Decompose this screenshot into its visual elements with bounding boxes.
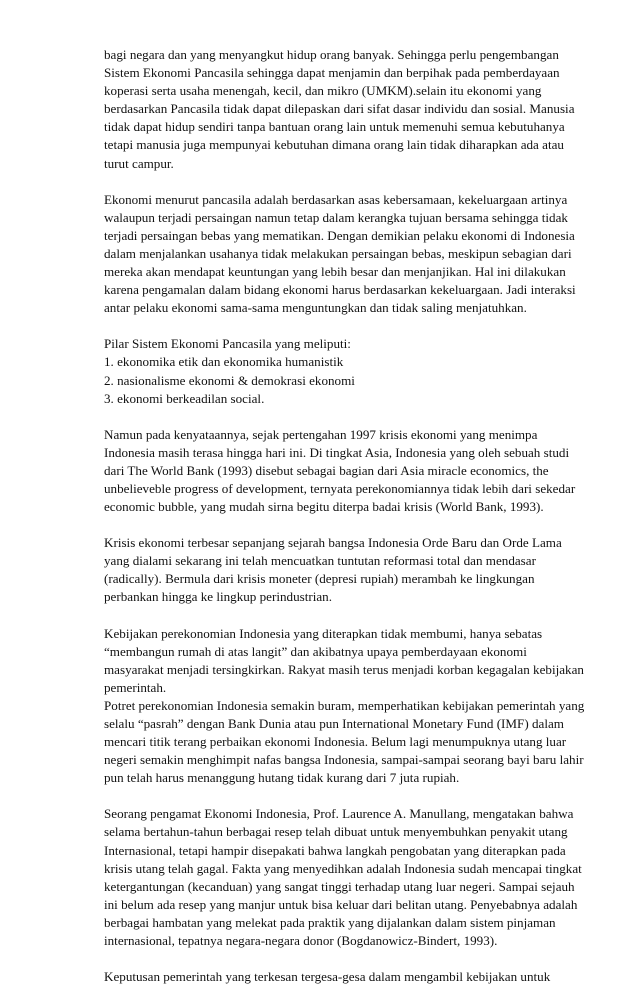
text-line: perbankan hingga ke lingkup perindustrian. <box>104 589 332 605</box>
text-line: turut campur. <box>104 155 174 171</box>
paragraph <box>104 426 576 516</box>
text-line: mereka akan mendapat keuntungan yang lebih besar dan menjanjikan. Hal ini dilakukan <box>104 264 566 280</box>
text-line: walaupun terjadi persaingan namun tetap dalam kerangka tujuan bersama sehingga tidak <box>104 209 568 225</box>
text-line: krisis utang telah gagal. Fakta yang menyedihkan adalah Indonesia sudah mencapai tingkat <box>104 860 582 876</box>
text-line: 1. ekonomika etik dan ekonomika humanistik <box>104 354 344 370</box>
text-line: economic bubble, yang mudah sirna begitu diterpa badai krisis (World Bank, 1993). <box>104 499 544 515</box>
text-line: ketergantungan (kecanduan) yang sangat tinggi terhadap utang luar negeri. Sampai sejauh <box>104 878 575 894</box>
paragraph <box>104 968 564 986</box>
text-line: Namun pada kenyataannya, sejak pertengahan 1997 krisis ekonomi yang menimpa <box>104 426 538 442</box>
text-line: Ekonomi menurut pancasila adalah berdasarkan asas kebersamaan, kekeluargaan artinya <box>104 191 568 207</box>
text-line: yang dialami sekarang ini telah mencuatkan tuntutan reformasi total dan mendasar <box>104 553 536 569</box>
text-line: Potret perekonomian Indonesia semakin buram, memperhatikan kebijakan pemerintah yang <box>104 697 585 713</box>
text-line: berbagai hambatan yang melekat pada praktik yang dijalankan dalam sistem pinjaman <box>104 914 556 930</box>
text-line: terjadi persaingan bebas yang mematikan. Dengan demikian pelaku ekonomi di Indonesia <box>104 227 575 243</box>
paragraph <box>104 697 585 787</box>
document-body <box>104 46 585 1004</box>
text-line: antar pelaku ekonomi sama-sama menguntungkan dan tidak saling menjatuhkan. <box>104 300 527 316</box>
text-line: mencari titik terang perbaikan ekonomi Indonesia. Belum lagi menumpuknya utang luar <box>104 734 567 750</box>
text-line: tidak dapat hidup sendiri tanpa bantuan orang lain untuk memenuhi semua kebutuhanya <box>104 119 565 135</box>
text-line: koperasi serta usaha menengah, kecil, dan mikro (UMKM).selain itu ekonomi yang <box>104 83 542 99</box>
text-line: masyarakat menjadi tersingkirkan. Rakyat masih terus menjadi korban kegagalan kebijakan <box>104 661 584 677</box>
text-line: Pilar Sistem Ekonomi Pancasila yang meliputi: <box>104 336 351 352</box>
paragraph <box>104 625 584 697</box>
text-line: (radically). Bermula dari krisis moneter (depresi rupiah) merambah ke lingkungan <box>104 571 535 587</box>
text-line: Sistem Ekonomi Pancasila sehingga dapat menjamin dan berpihak pada pemberdayaan <box>104 65 560 81</box>
paragraph <box>104 191 576 318</box>
text-line: dalam menjalankan usahanya tidak melakukan persaingan bebas, meskipun sebagian dari <box>104 245 572 261</box>
text-line: pun telah harus menanggung hutang tidak kurang dari 7 juta rupiah. <box>104 770 460 786</box>
text-line: Krisis ekonomi terbesar sepanjang sejarah bangsa Indonesia Orde Baru dan Orde Lama <box>104 535 562 551</box>
text-line: “membangun rumah di atas langit” dan akibatnya upaya pemberdayaan ekonomi <box>104 643 527 659</box>
paragraph <box>104 805 582 950</box>
text-line: negeri semakin menghimpit nafas bangsa Indonesia, sampai-sampai seorang bayi baru lahir <box>104 752 584 768</box>
text-line: ini belum ada resep yang manjur untuk bisa keluar dari belitan utang. Penyebabnya adalah <box>104 896 578 912</box>
paragraph <box>104 335 564 407</box>
text-line: Kebijakan perekonomian Indonesia yang diterapkan tidak membumi, hanya sebatas <box>104 625 543 641</box>
text-line: karena pengamalan dalam bidang ekonomi harus berdasarkan kekeluargaan. Jadi interaksi <box>104 282 576 298</box>
text-line: pemerintah. <box>104 679 167 695</box>
text-line: selalu “pasrah” dengan Bank Dunia atau pun International Monetary Fund (IMF) dalam <box>104 716 564 731</box>
text-line: bagi negara dan yang menyangkut hidup orang banyak. Sehingga perlu pengembangan <box>104 47 559 62</box>
text-line: Seorang pengamat Ekonomi Indonesia, Prof. Laurence A. Manullang, mengatakan bahwa <box>104 806 574 822</box>
text-line: unbelieveble progress of development, ternyata perekonomiannya tidak lebih dari sekedar <box>104 480 576 496</box>
text-line: internasional, tepatnya negara-negara donor (Bogdanowicz-Bindert, 1993). <box>104 933 498 949</box>
paragraph <box>104 46 575 173</box>
text-line: Indonesia masih terasa hingga hari ini. Di tingkat Asia, Indonesia yang oleh sebuah studi <box>104 444 570 460</box>
text-line: Keputusan pemerintah yang terkesan tergesa-gesa dalam mengambil kebijakan untuk <box>104 969 551 985</box>
text-line: 3. ekonomi berkeadilan social. <box>104 390 265 406</box>
text-line: berdasarkan Pancasila tidak dapat dilepaskan dari sifat dasar individu dan sosial. Manusia <box>104 101 575 117</box>
text-line: tetapi manusia juga mempunyai kebutuhan dimana orang lain tidak diharapkan ada atau <box>104 137 564 153</box>
text-line: selama bertahun-tahun berbagai resep telah dibuat untuk menyembuhkan penyakit utang <box>104 824 568 840</box>
text-line: Internasional, tetapi hampir disepakati bahwa langkah pengobatan yang diterapkan pada <box>104 842 566 858</box>
paragraph <box>104 534 564 606</box>
text-line: 2. nasionalisme ekonomi & demokrasi ekonomi <box>104 372 355 388</box>
text-line: dari The World Bank (1993) disebut sebagai bagian dari Asia miracle economics, the <box>104 462 549 478</box>
